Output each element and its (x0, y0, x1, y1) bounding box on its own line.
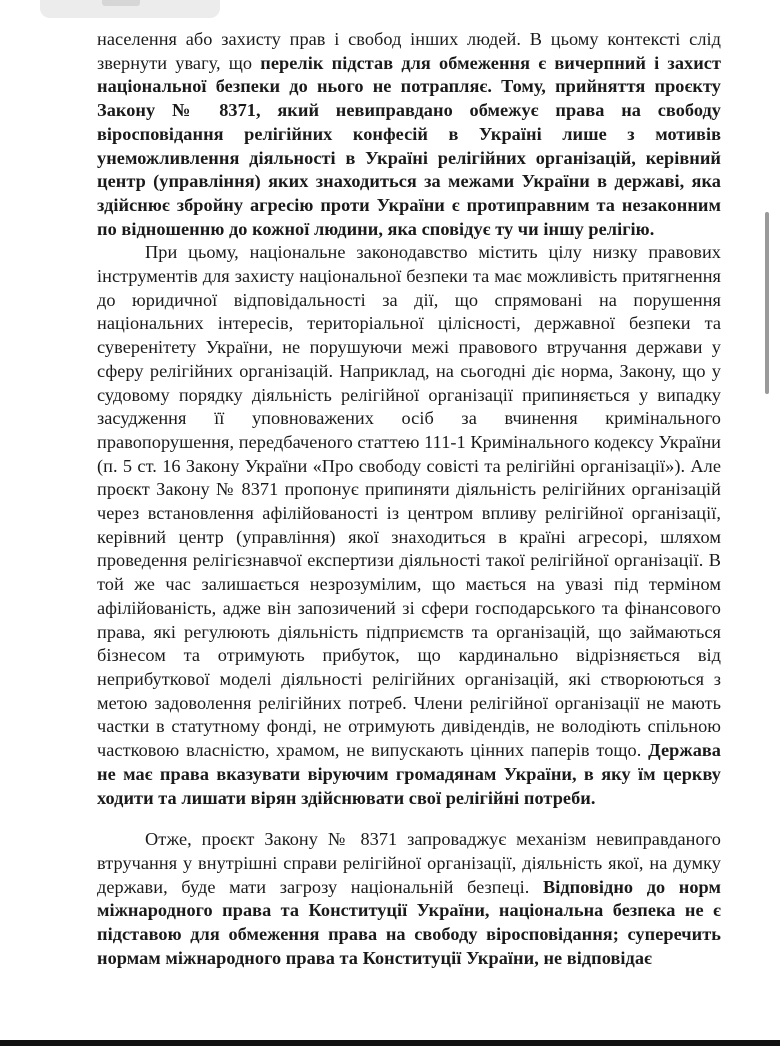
paragraph-1-run-2-bold: перелік підстав для обмеження є вичерпний і захист національної безпеки до нього не потрапляє. Тому, прийняття проєкту Закону № 8371, який невиправдано обмежує права на свободу віросповідання релігійних конфесій в Україні лише з мотивів унеможливлення діяльності в Україні релігійних організацій, керівний центр (управління) яких знаходиться за межами України в державі, яка здійснює збройну агресію проти України є протиправним та незаконним по відношенню до кожної людини, яка сповідує ту чи іншу релігію. (97, 52, 721, 239)
paragraph-2 (97, 241, 721, 810)
paragraph-3-run-2-bold: Відповідно до норм міжнародного права та Конституції України, національна безпека не є підставою для обмеження права на свободу віросповідання; суперечить нормам міжнародного права та Конституції України, не відповідає (97, 876, 721, 968)
paragraph-1-run-1: населення або захисту прав і свобод інших людей. В цьому контексті слід звернути увагу, що (97, 29, 721, 73)
paragraph-3 (97, 828, 721, 970)
vertical-scrollbar[interactable] (765, 212, 769, 394)
paragraph-2-run-2-bold: Держава не має права вказувати віруючим громадянам України, в яку їм церкву ходити та лишати вірян здійснювати свої релігійні потреби. (97, 740, 721, 808)
paragraph-3-run-1: Отже, проєкт Закону № 8371 запроваджує механізм невиправданого втручання у внутрішні справи релігійної організації, діяльність якої, на думку держави, буде мати загрозу національній безпеці. (97, 829, 721, 897)
document-body (97, 28, 721, 970)
paragraph-2-run-1: При цьому, національне законодавство містить цілу низку правових інструментів для захисту національної безпеки та має можливість притягнення до юридичної відповідальності за дії, що спрямовані на порушення національних інтересів, територіальної цілісності, державної безпеки та суверенітету України, не порушуючи межі правового втручання держави у сферу релігійних організацій. Наприклад, на сьогодні діє норма, Закону, що у судовому порядку діяльність релігійної організації припиняється у випадку засудження її уповноважених осіб за вчинення кримінального правопорушення, передбаченого статтею 111-1 Кримінального кодексу України (п. 5 ст. 16 Закону України «Про свободу совісті та релігійні організації»). Але проєкт Закону № 8371 пропонує припиняти діяльність релігійних організацій через встановлення афілійованості із центром впливу релігійної організації, керівний центр (управління) якої знаходиться в країні агресорі, шляхом проведення релігієзнавчої експертизи діяльності такої релігійної організації. В той же час залишається незрозумілим, що мається на увазі під терміном афілійованість, адже він запозичений зі сфери господарського та фінансового права, які регулюють діяльність підприємств та організацій, що займаються бізнесом та отримують прибуток, що кардинально відрізняється від неприбуткової моделі діяльності релігійних організацій, які створюються з метою задоволення релігійних потреб. Члени релігійної організації не мають частки в статутному фонді, не отримують дивідендів, не володіють спільною частковою власністю, храмом, не випускають цінних паперів тощо. (97, 242, 721, 761)
bottom-edge (0, 1040, 780, 1046)
paragraph-1 (97, 28, 721, 241)
